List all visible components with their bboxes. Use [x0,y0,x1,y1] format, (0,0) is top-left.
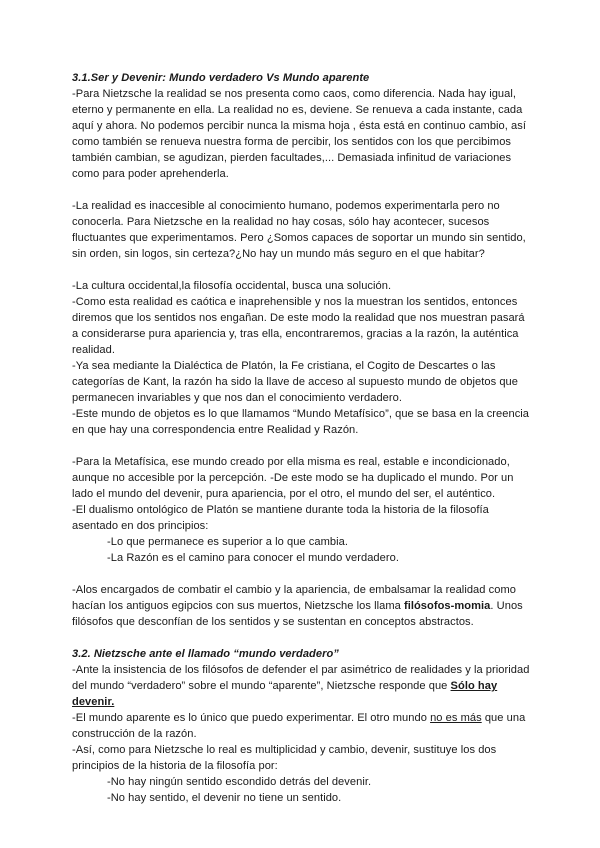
section-1-paragraph-2: -La realidad es inaccesible al conocimiento humano, podemos experimentarla pero no conocerla. Para Nietzsche en la realidad no hay cosas, sólo hay acontecer, sucesos fluctuantes que experimentamos. Pero ¿Somos capaces de soportar un mundo sin sentido, sin orden, sin logos, sin certeza?¿No hay un mundo más seguro en el que habitar? [72,200,526,260]
section-1-paragraph-3: -La cultura occidental,la filosofía occidental, busca una solución. [72,280,392,292]
principle-item: -La Razón es el camino para conocer el mundo verdadero. [107,552,399,564]
paragraph-gap [72,566,532,582]
section-1-paragraph-1: -Para Nietzsche la realidad se nos presenta como caos, como diferencia. Nada hay igual, eterno y permanente en ella. La realidad no es, deviene. Se renueva a cada instante, cada aquí y ahora. No podemos percibir nunca la misma hoja , ésta está en continuo cambio, así como también se renueva nuestra forma de percibir, los sentidos con los que percibimos también cambian, se agudizan, pierden facultades,... Demasiada infinitud de variaciones como para poder aprehenderla. [72,88,526,180]
paragraph-text: -Ante la insistencia de los filósofos de defender el par asimétrico de realidades y la prioridad del mundo “verdadero” sobre el mundo “aparente”, Nietzsche responde que [72,664,530,692]
principle-item: -Lo que permanece es superior a lo que cambia. [107,536,348,548]
section-1-paragraph-7: -Para la Metafísica, ese mundo creado por ella misma es real, estable e incondicionado, aunque no accesible por la percepción. -De este modo se ha duplicado el mundo. Por un lado el mundo del devenir, pura apariencia, por el otro, el mundo del ser, el auténtico. [72,456,514,500]
paragraph-gap [72,182,532,198]
section-2-title: 3.2. Nietzsche ante el llamado “mundo verdadero” [72,648,339,660]
section-1-title: 3.1.Ser y Devenir: Mundo verdadero Vs Mundo aparente [72,72,370,84]
paragraph-text: . Unos filósofos que desconfían de los sentidos y se sustentan en conceptos abstractos. [72,600,523,628]
document-content [72,70,532,806]
principle-item: -No hay sentido, el devenir no tiene un sentido. [107,792,342,804]
section-1-paragraph-5: -Ya sea mediante la Dialéctica de Platón, la Fe cristiana, el Cogito de Descartes o las categorías de Kant, la razón ha sido la llave de acceso al supuesto mundo de objetos que permanecen invariables y que nos dan el conocimiento verdadero. [72,360,518,404]
paragraph-gap [72,262,532,278]
paragraph-text: que una construcción de la razón. [72,712,526,740]
section-1-paragraph-6: -Este mundo de objetos es lo que llamamos “Mundo Metafísico”, que se basa en la creencia en que hay una correspondencia entre Realidad y Razón. [72,408,530,436]
section-2-paragraph-1 [72,662,532,710]
bold-term: filósofos-momia [403,600,491,612]
paragraph-gap [72,438,532,454]
section-1-paragraph-4: -Como esta realidad es caótica e inaprehensible y nos la muestran los sentidos, entonces diremos que los sentidos nos engañan. De este modo la realidad que nos muestran pasará a considerarse pura apariencia y, tras ella, encontraremos, gracias a la razón, la auténtica realidad. [72,296,525,356]
underlined-bold-phrase: Sólo hay devenir. [72,680,498,708]
paragraph-text: -El mundo aparente es lo único que puedo experimentar. El otro mundo [72,712,431,724]
principle-item: -No hay ningún sentido escondido detrás del devenir. [107,776,372,788]
section-2-paragraph-3: -Así, como para Nietzsche lo real es multiplicidad y cambio, devenir, sustituye los dos principios de la historia de la filosofía por: [72,744,497,772]
underlined-phrase: no es más [430,712,482,724]
paragraph-text: -Alos encargados de combatir el cambio y la apariencia, de embalsamar la realidad como hacían los antiguos egipcios con sus muertos, Nietzsche los llama [72,584,516,612]
paragraph-gap [72,630,532,646]
section-2-paragraph-2 [72,710,532,742]
section-1-paragraph-8: -El dualismo ontológico de Platón se mantiene durante toda la historia de la filosofía asentado en dos principios: [72,504,489,532]
section-1-paragraph-9 [72,582,532,630]
